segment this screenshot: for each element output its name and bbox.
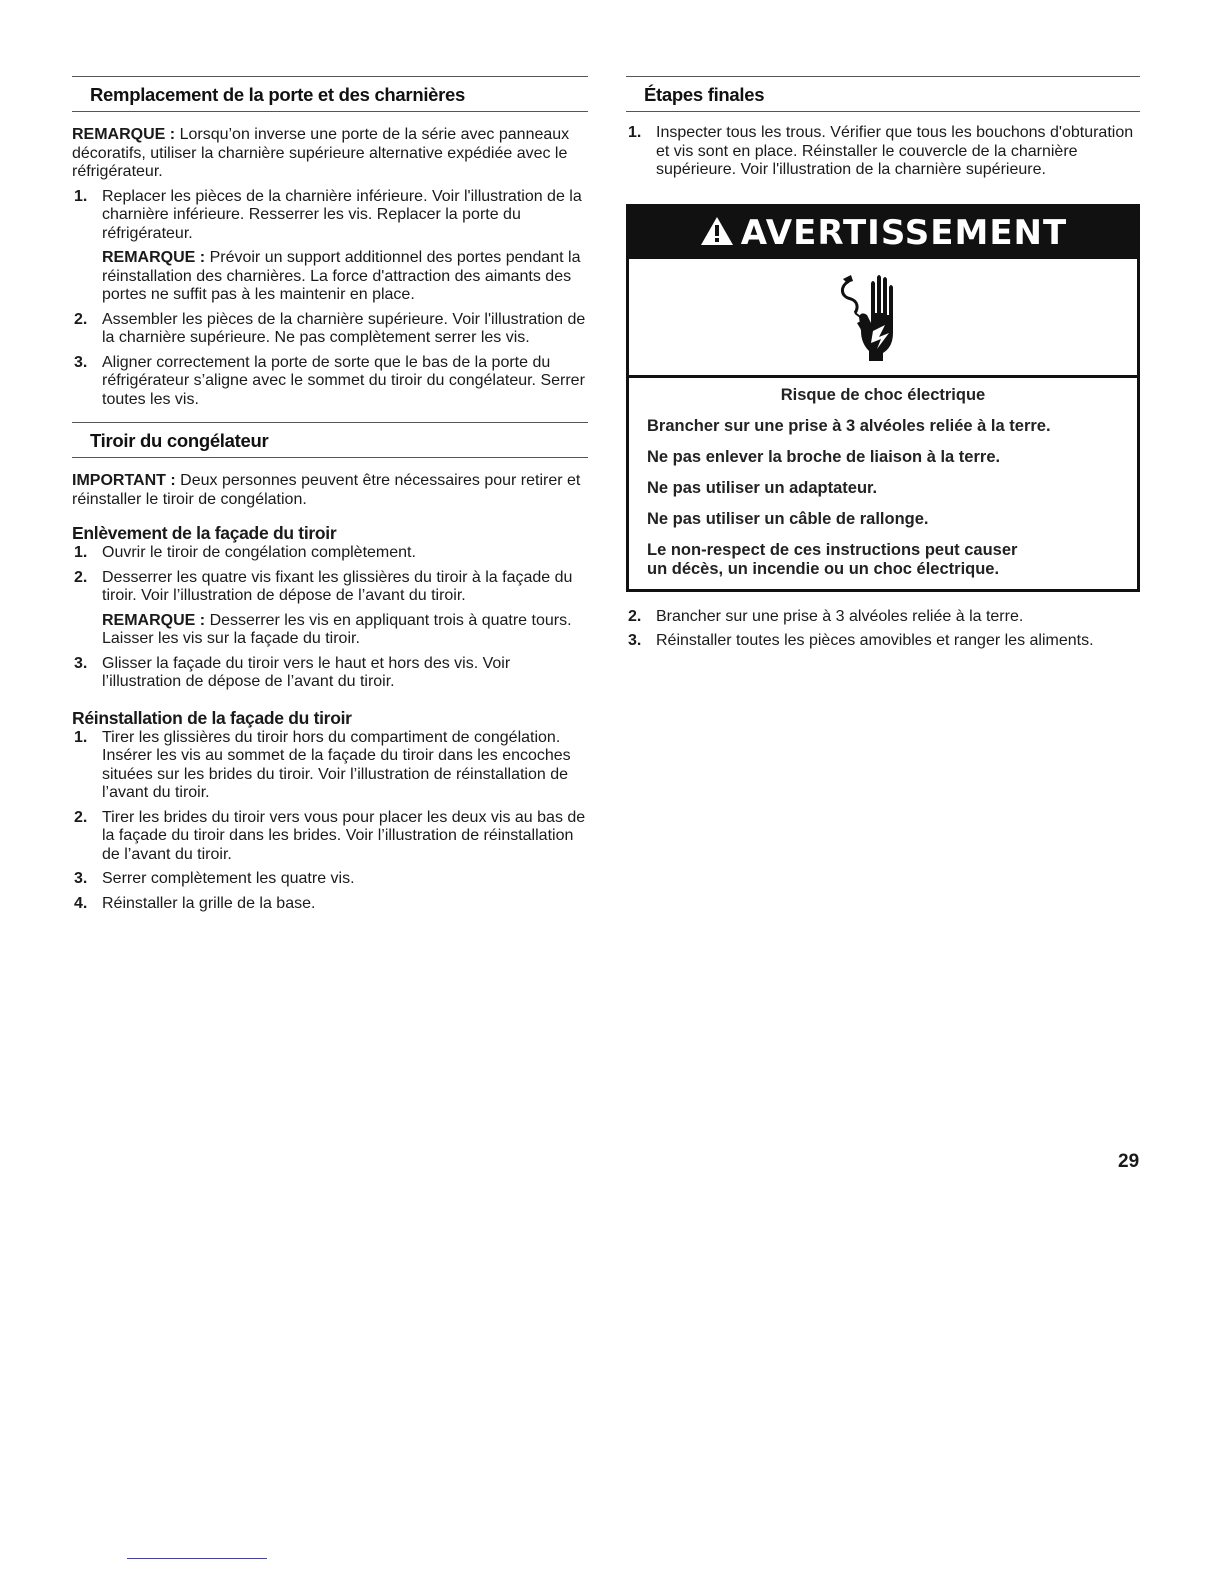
door-replacement-steps [72, 188, 588, 410]
drawer-reinstall-steps [72, 729, 588, 914]
list-item: 2. Tirer les brides du tiroir vers vous pour placer les deux vis au bas de la façade du tiroir dans les brides. Voir l’illustration de réinstallation de l’avant du tiroir. [74, 808, 586, 863]
final-steps-rest [626, 608, 1140, 651]
list-item: 3. Serrer complètement les quatre vis. [74, 870, 355, 887]
subheading-drawer-front-reinstall: Réinstallation de la façade du tiroir [72, 707, 352, 728]
warning-banner [629, 207, 1137, 259]
warning-consequence: Le non-respect de ces instructions peut causer un décès, un incendie ou un choc électrique. [647, 540, 1018, 578]
warning-line: Ne pas utiliser un câble de rallonge. [647, 509, 929, 528]
right-column [626, 76, 1140, 651]
section-heading-freezer-drawer: Tiroir du congélateur [72, 422, 588, 458]
drawer-removal-steps [72, 544, 588, 692]
section-heading-final-steps: Étapes finales [626, 76, 1140, 112]
left-column [72, 76, 588, 913]
warning-title: Risque de choc électrique [780, 385, 986, 404]
list-item: 1. Inspecter tous les trous. Vérifier que tous les bouchons d'obturation et vis sont en place. Réinstaller le couvercle de la charnière supérieure. Voir l'illustration de la charnière supérieure. [628, 124, 1134, 178]
door-replacement-note: REMARQUE : Lorsqu’on inverse une porte de la série avec panneaux décoratifs, utiliser la charnière supérieure alternative expédiée avec le réfrigérateur. [72, 126, 570, 180]
step-note: REMARQUE : Desserrer les vis en appliquant trois à quatre tours. Laisser les vis sur la façade du tiroir. [102, 611, 572, 647]
step-note: REMARQUE : Prévoir un support additionnel des portes pendant la réinstallation des charnières. La force d'attraction des aimants des portes ne suffit pas à les maintenir en place. [102, 249, 581, 303]
page-number: 29 [1118, 1151, 1140, 1172]
list-item: 2. Assembler les pièces de la charnière supérieure. Voir l'illustration de la charnière supérieure. Ne pas complètement serrer les vis. [74, 310, 586, 346]
list-item: 1. Tirer les glissières du tiroir hors du compartiment de congélation. Insérer les vis au sommet de la façade du tiroir dans les encoches situées sur les brides du tiroir. Voir l’illustration de réinstallation de l’avant du tiroir. [74, 728, 571, 801]
footer-divider-line [127, 1558, 267, 1559]
list-item: 4. Réinstaller la grille de la base. [74, 894, 316, 912]
subheading-drawer-front-removal: Enlèvement de la façade du tiroir [72, 523, 337, 543]
warning-icon-area [629, 259, 1137, 378]
warning-line: Brancher sur une prise à 3 alvéoles reliée à la terre. [647, 416, 1051, 435]
electrical-warning-box [626, 204, 1140, 592]
freezer-important-note: IMPORTANT : Deux personnes peuvent être nécessaires pour retirer et réinstaller le tiroir de congélation. [72, 472, 581, 508]
section-heading-door-replacement: Remplacement de la porte et des charnières [72, 76, 588, 112]
list-item: 3. Réinstaller toutes les pièces amovibles et ranger les aliments. [628, 632, 1094, 649]
warning-line: Ne pas utiliser un adaptateur. [647, 478, 878, 497]
warning-triangle-icon [699, 215, 735, 247]
list-item: 3. Glisser la façade du tiroir vers le haut et hors des vis. Voir l’illustration de dépose de l’avant du tiroir. [74, 654, 511, 690]
list-item: 2. Desserrer les quatre vis fixant les glissières du tiroir à la façade du tiroir. Voir l’illustration de dépose de l’avant du tiroir. REMARQUE : Desserrer les vis en appliquant trois à quatre tours. Laisser les vis sur la façade du tiroir. [72, 569, 588, 649]
electrical-shock-hand-icon [837, 273, 921, 363]
list-item: 2. Brancher sur une prise à 3 alvéoles reliée à la terre. [628, 607, 1024, 625]
list-item: 3. Aligner correctement la porte de sorte que le bas de la porte du réfrigérateur s’aligne avec le sommet du tiroir du congélateur. Serrer toutes les vis. [74, 353, 585, 408]
list-item: 1. Replacer les pièces de la charnière inférieure. Voir l'illustration de la charnière inférieure. Resserrer les vis. Replacer la porte du réfrigérateur. REMARQUE : Prévoir un support additionnel des portes pendant la réinstallation des charnières. La force d'attraction des aimants des portes ne suffit pas à les maintenir en place. [72, 188, 588, 305]
final-steps-first [626, 124, 1140, 180]
warning-line: Ne pas enlever la broche de liaison à la terre. [647, 447, 1001, 466]
warning-banner-text: AVERTISSEMENT [740, 212, 1068, 253]
list-item: 1. Ouvrir le tiroir de congélation complètement. [74, 544, 416, 561]
warning-text [629, 378, 1137, 589]
